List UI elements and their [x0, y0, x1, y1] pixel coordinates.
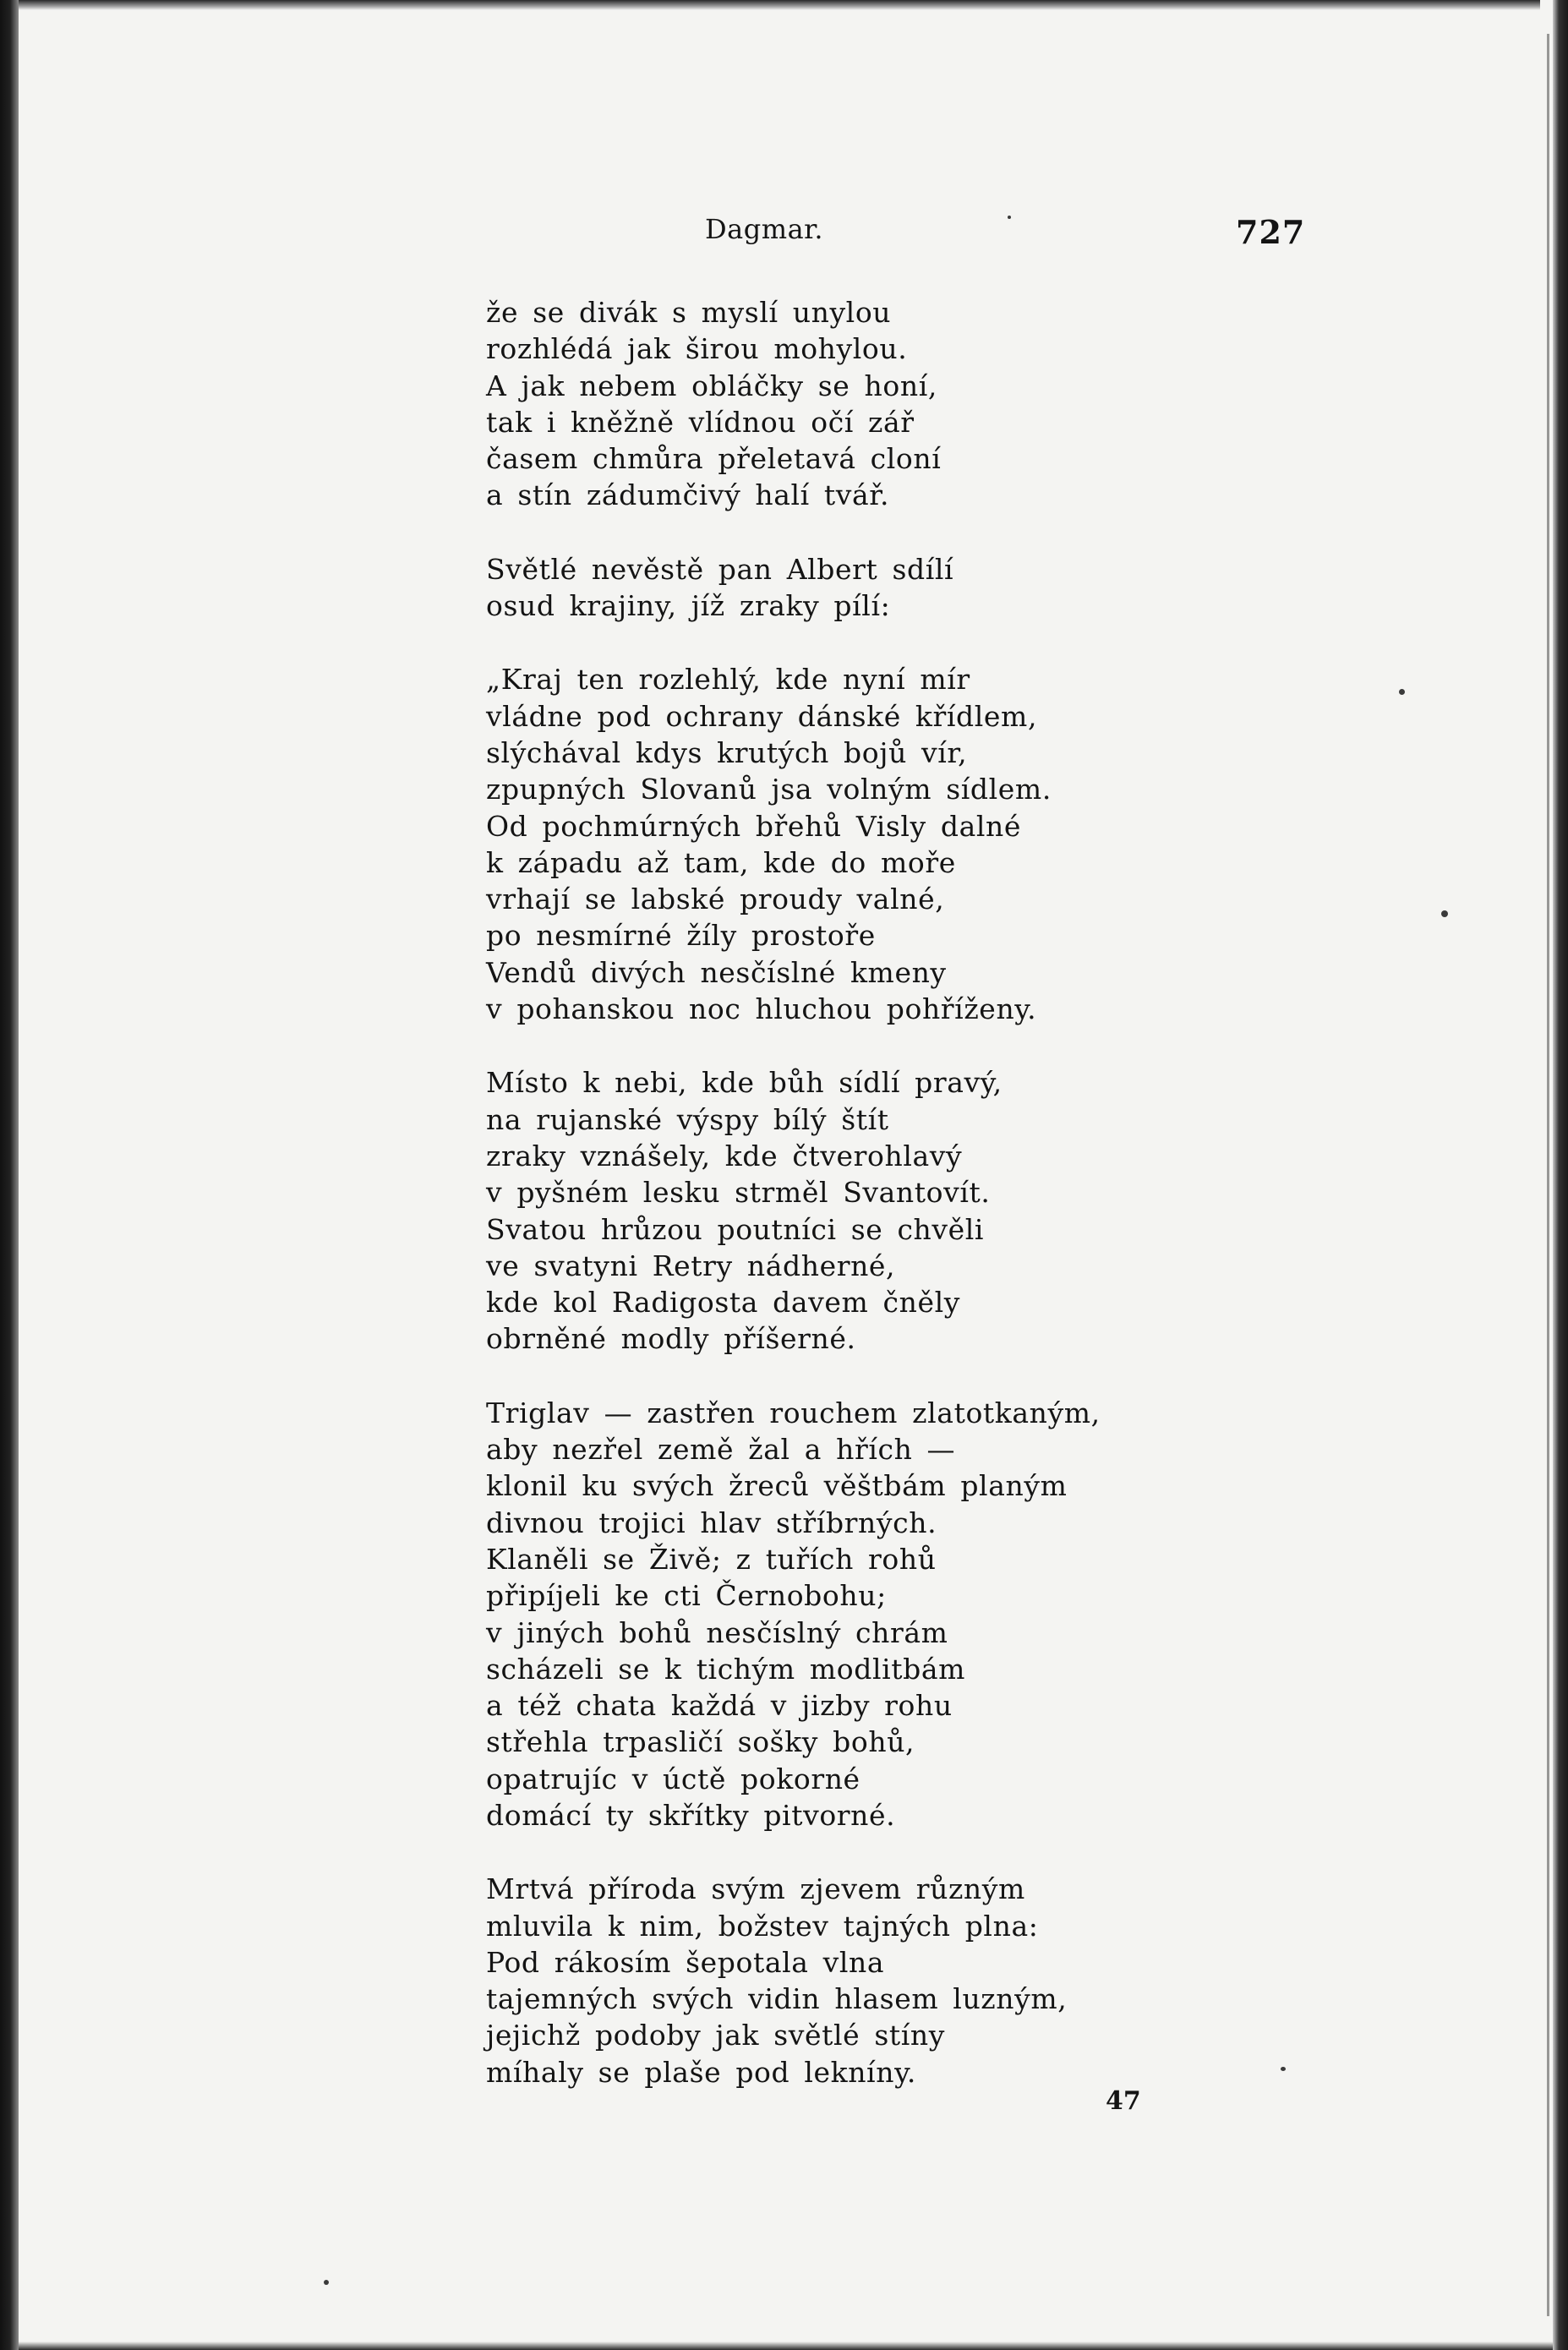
poem-line: kde kol Radigosta davem čněly — [486, 1286, 960, 1320]
poem-line: k západu až tam, kde do moře — [486, 845, 956, 879]
poem-line: „Kraj ten rozlehlý, kde nyní mír — [486, 663, 970, 697]
poem-line: Světlé nevěstě pan Albert sdílí — [486, 552, 954, 586]
poem-line: aby nezřel země žal a hřích — — [486, 1433, 956, 1467]
poem-line: po nesmírné žíly prostoře — [486, 919, 876, 953]
poem-line: klonil ku svých žreců věštbám planým — [486, 1469, 1068, 1503]
poem-line: vládne pod ochrany dánské křídlem, — [486, 699, 1038, 733]
page-scan-edge-top — [19, 0, 1540, 10]
page-scan-edge-bottom — [19, 2342, 1553, 2350]
poem-line: tajemných svých vidin hlasem luzným, — [486, 1982, 1068, 2016]
stanza — [486, 661, 1500, 1027]
poem-line: slýchával kdys krutých bojů vír, — [486, 735, 968, 769]
poem-line: Svatou hrůzou poutníci se chvěli — [486, 1212, 985, 1246]
page-number: 727 — [1236, 213, 1306, 251]
poem-line: rozhlédá jak širou mohylou. — [486, 332, 908, 366]
poem-line: vrhají se labské proudy valné, — [486, 883, 945, 916]
poem-line: zpupných Slovanů jsa volným sídlem. — [486, 773, 1052, 806]
poem-line: časem chmůra přeletavá cloní — [486, 442, 942, 476]
poem-line: opatrujíc v úctě pokorné — [486, 1762, 860, 1795]
poem-line: v jiných bohů nesčíslný chrám — [486, 1615, 948, 1649]
stanza — [486, 551, 1500, 625]
page-scan-fold-line — [1547, 34, 1549, 2316]
poem-line: v pyšném lesku strměl Svantovít. — [486, 1176, 991, 1210]
stanza — [486, 294, 1500, 514]
poem-line: scházeli se k tichým modlitbám — [486, 1652, 966, 1686]
poem-line: Klaněli se Živě; z tuřích rohů — [486, 1542, 937, 1576]
scan-speck — [1441, 910, 1448, 917]
scan-speck — [1399, 689, 1405, 695]
page-scan-edge-right — [1553, 0, 1568, 2350]
poem-line: osud krajiny, jíž zraky pílí: — [486, 589, 891, 623]
poem-line: zraky vznášely, kde čtverohlavý — [486, 1139, 963, 1172]
scan-speck — [1008, 216, 1011, 219]
poem-line: míhaly se plaše pod lekníny. — [486, 2055, 917, 2089]
poem-line: mluvila k nim, božstev tajných plna: — [486, 1909, 1039, 1943]
printer-signature-mark: 47 — [1106, 2086, 1141, 2116]
scan-speck — [1281, 2067, 1286, 2071]
scan-speck — [324, 2280, 329, 2285]
poem-line: ve svatyni Retry nádherné, — [486, 1249, 896, 1282]
stanza — [486, 1871, 1500, 2090]
poem-line: připíjeli ke cti Černobohu; — [486, 1579, 887, 1613]
page-scan-edge-left — [0, 0, 19, 2350]
poem-line: a stín zádumčivý halí tvář. — [486, 478, 890, 512]
poem-line: Triglav — zastřen rouchem zlatotkaným, — [486, 1396, 1101, 1429]
poem-line: tak i kněžně vlídnou očí zář — [486, 405, 915, 439]
poem-line: Od pochmúrných břehů Visly dalné — [486, 809, 1022, 843]
stanza — [486, 1395, 1500, 1834]
poem-line: a též chata každá v jizby rohu — [486, 1689, 953, 1723]
poem-line: A jak nebem obláčky se honí, — [486, 369, 937, 402]
poem-body — [486, 294, 1500, 2128]
stanza — [486, 1064, 1500, 1357]
poem-line: Mrtvá příroda svým zjevem různým — [486, 1872, 1025, 1906]
poem-line: v pohanskou noc hluchou pohříženy. — [486, 992, 1037, 1026]
poem-line: divnou trojici hlav stříbrných. — [486, 1506, 937, 1539]
poem-line: na rujanské výspy bílý štít — [486, 1102, 889, 1136]
poem-line: Pod rákosím šepotala vlna — [486, 1945, 885, 1979]
poem-line: střehla trpasličí sošky bohů, — [486, 1725, 915, 1759]
poem-line: domácí ty skřítky pitvorné. — [486, 1798, 896, 1832]
running-title: Dagmar. — [705, 213, 824, 245]
poem-line: Vendů divých nesčíslné kmeny — [486, 955, 947, 989]
poem-line: jejichž podoby jak světlé stíny — [486, 2019, 945, 2052]
poem-line: Místo k nebi, kde bůh sídlí pravý, — [486, 1066, 1003, 1100]
poem-line: obrněné modly příšerné. — [486, 1322, 856, 1356]
poem-line: že se divák s myslí unylou — [486, 296, 892, 329]
